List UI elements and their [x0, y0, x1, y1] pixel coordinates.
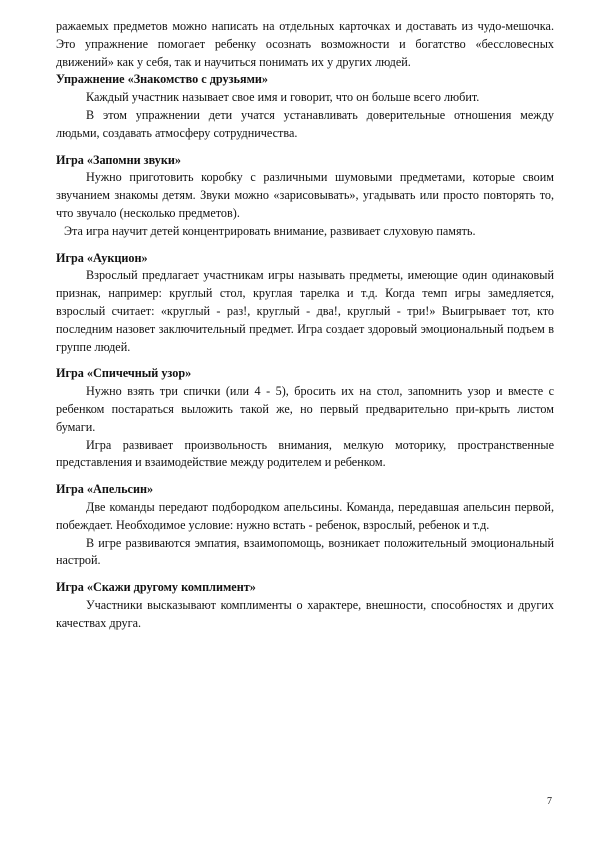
section-apelsin-paragraph-2: В игре развиваются эмпатия, взаимопомощь, возникает положительный эмоциональный настрой. [56, 535, 554, 568]
page-number: 7 [547, 796, 552, 807]
section-title-zapomni-zvuki: Игра «Запомни звуки» [56, 152, 181, 167]
section-znakomstvo-paragraph-2: В этом упражнении дети учатся устанавливать доверительные отношения между людьми, создавать атмосферу сотрудничества. [56, 107, 554, 140]
section-title-apelsin: Игра «Апельсин» [56, 482, 154, 497]
section-title-auktsion: Игра «Аукцион» [56, 250, 148, 265]
section-spichechnyi-uzor-paragraph-1: Нужно взять три спички (или 4 - 5), бросить их на стол, запомнить узор и вместе с ребенком постараться выложить такой же, но первый предварительно при-крыть листом бумаги. [56, 384, 554, 434]
intro-paragraph: ражаемых предметов можно написать на отдельных карточках и доставать из чудо-мешочка. Это упражнение помогает ребенку осознать возможности и богатство «бессловесных движений» как у себя, так и научиться понимать их у других людей. [56, 19, 554, 69]
page-content [56, 18, 554, 633]
section-znakomstvo-paragraph-1: Каждый участник называет свое имя и говорит, что он больше всего любит. [86, 90, 480, 105]
section-title-znakomstvo: Упражнение «Знакомство с друзьями» [56, 72, 268, 87]
section-auktsion-paragraph-1: Взрослый предлагает участникам игры называть предметы, имеющие один одинаковый признак, например: круглый стол, круглая тарелка и т.д. Когда темп игры замедляется, взрослый считает: «круглый - раз!, круглый - два!, круглый - три!» Выигрывает тот, кто последним назовет заключительный предмет. Игра создает здоровый эмоциональный подъем в группе людей. [56, 268, 554, 354]
section-spichechnyi-uzor-paragraph-2: Игра развивает произвольность внимания, мелкую моторику, пространственные представления и взаимодействие между родителем и ребенком. [56, 437, 554, 470]
section-zapomni-zvuki-paragraph-1: Нужно приготовить коробку с различными шумовыми предметами, которые своим звучанием знакомы детям. Звуки можно «зарисовывать», угадывать или просто повторять то, что звучало (несколько предметов). [56, 170, 554, 220]
section-kompliment-paragraph-1: Участники высказывают комплименты о характере, внешности, способностях и других качествах друга. [56, 597, 554, 630]
section-title-kompliment: Игра «Скажи другому комплимент» [56, 580, 256, 595]
section-title-spichechnyi-uzor: Игра «Спичечный узор» [56, 366, 192, 381]
section-apelsin-paragraph-1: Две команды передают подбородком апельсины. Команда, передавшая апельсин первой, побеждает. Необходимое условие: нужно встать - ребенок, взрослый, ребенок и т.д. [56, 499, 554, 532]
section-zapomni-zvuki-paragraph-2: Эта игра научит детей концентрировать внимание, развивает слуховую память. [64, 223, 476, 238]
